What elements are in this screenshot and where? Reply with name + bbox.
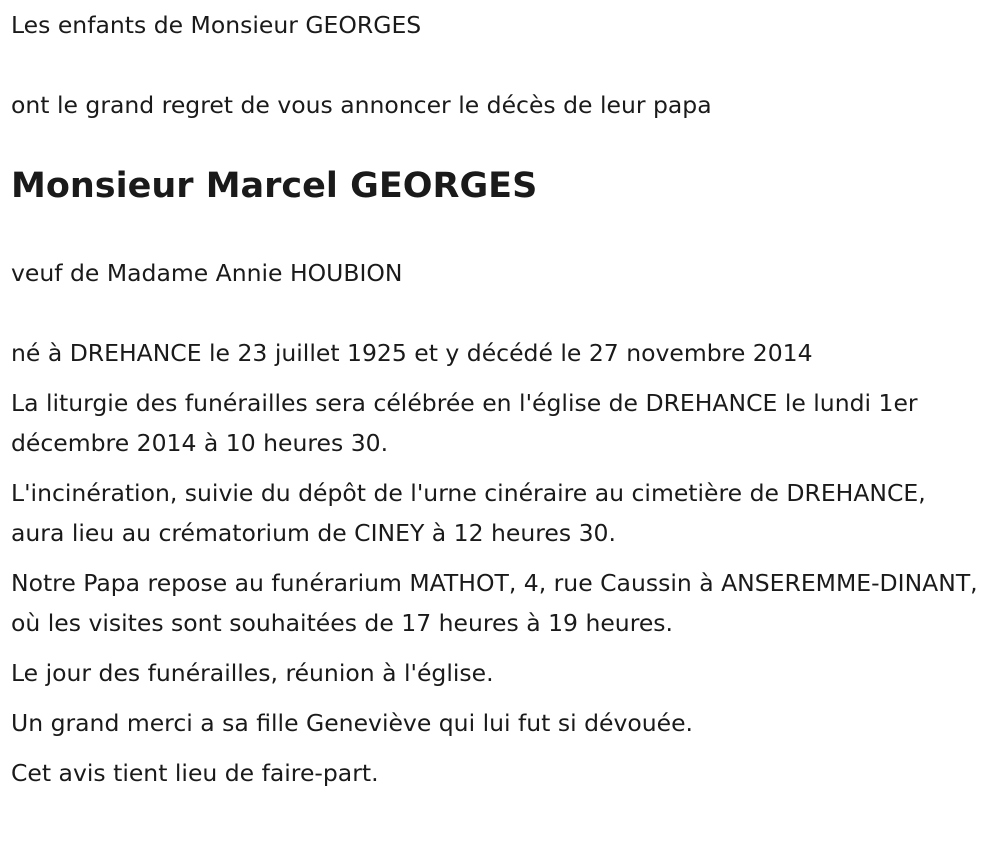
thanks-paragraph: Un grand merci a sa fille Geneviève qui lui fut si dévouée. bbox=[11, 709, 694, 737]
widow-line: veuf de Madame Annie HOUBION bbox=[11, 259, 403, 287]
notice-body bbox=[11, 333, 986, 803]
cremation-paragraph: L'incinération, suivie du dépôt de l'urne cinéraire au cimetière de DREHANCE, aura lieu au crématorium de CINEY à 12 heures 30. bbox=[11, 479, 926, 547]
liturgy-paragraph: La liturgie des funérailles sera célébrée en l'église de DREHANCE le lundi 1er décembre 2014 à 10 heures 30. bbox=[11, 389, 918, 457]
closing-paragraph: Cet avis tient lieu de faire-part. bbox=[11, 759, 379, 787]
announcement-line: ont le grand regret de vous annoncer le décès de leur papa bbox=[11, 91, 712, 119]
deceased-name: Monsieur Marcel GEORGES bbox=[11, 166, 538, 206]
birth-death-paragraph: né à DREHANCE le 23 juillet 1925 et y décédé le 27 novembre 2014 bbox=[11, 339, 813, 367]
intro-line: Les enfants de Monsieur GEORGES bbox=[11, 11, 422, 39]
funeral-home-paragraph: Notre Papa repose au funérarium MATHOT, 4, rue Caussin à ANSEREMME-DINANT, où les visites sont souhaitées de 17 heures à 19 heures. bbox=[11, 569, 978, 637]
meeting-paragraph: Le jour des funérailles, réunion à l'église. bbox=[11, 659, 494, 687]
